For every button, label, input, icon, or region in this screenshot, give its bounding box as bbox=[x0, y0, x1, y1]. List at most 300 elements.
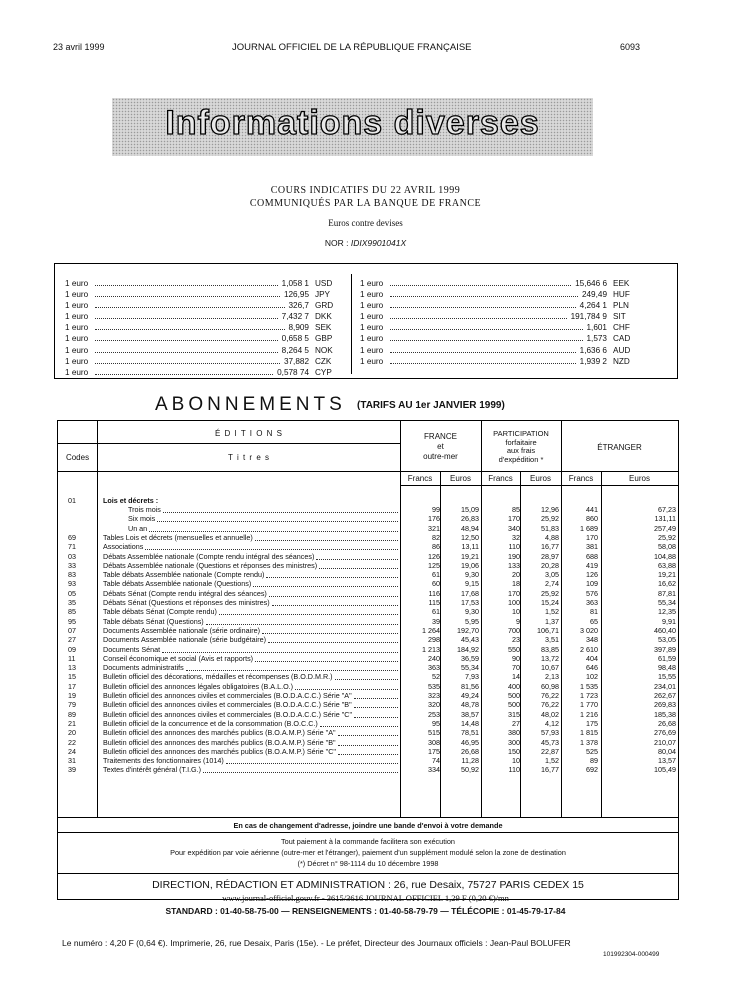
dot-leader bbox=[163, 506, 398, 513]
edition-title-cell bbox=[103, 534, 398, 542]
price-cell: 15,24 bbox=[541, 598, 559, 607]
price-cell: 70 bbox=[512, 663, 520, 673]
rate-value: 1,636 6 bbox=[579, 345, 607, 355]
price-cell: 50,92 bbox=[461, 765, 479, 775]
price-cell: 460,40 bbox=[654, 625, 676, 635]
rate-row bbox=[65, 356, 337, 367]
rates-left-column bbox=[65, 278, 337, 378]
price-cell: 26,83 bbox=[461, 514, 479, 524]
price-cell: 55,34 bbox=[658, 598, 676, 607]
table-row bbox=[58, 636, 678, 644]
price-cell: 550 bbox=[508, 644, 520, 654]
edition-code: 11 bbox=[68, 653, 76, 663]
rate-row bbox=[65, 333, 337, 344]
rate-value: 326,7 bbox=[288, 301, 309, 311]
price-cell: 17,68 bbox=[461, 588, 479, 598]
dot-leader bbox=[320, 720, 398, 727]
edition-title: Débats Assemblée nationale (Questions et réponses des ministres) bbox=[103, 560, 318, 570]
rate-label: 1 euro bbox=[360, 290, 384, 300]
price-cell: 315 bbox=[508, 709, 520, 719]
rate-label: 1 euro bbox=[65, 312, 89, 322]
dot-leader bbox=[272, 599, 398, 606]
price-cell: 23 bbox=[512, 635, 520, 645]
price-cell: 48,78 bbox=[461, 700, 479, 710]
table-row bbox=[58, 627, 678, 635]
price-cell: 26,68 bbox=[461, 746, 479, 756]
rate-value: 191,784 9 bbox=[570, 312, 607, 322]
edition-title: Table débats Sénat (Questions) bbox=[103, 616, 204, 626]
dot-leader bbox=[354, 701, 398, 708]
edition-title-cell bbox=[128, 515, 398, 523]
edition-code: 95 bbox=[68, 616, 76, 626]
table-row bbox=[58, 534, 678, 542]
table-row bbox=[58, 590, 678, 598]
price-cell: 397,89 bbox=[654, 644, 676, 654]
dot-leader bbox=[226, 757, 398, 764]
edition-code: 79 bbox=[68, 700, 76, 710]
currency-code: GBP bbox=[315, 334, 333, 344]
edition-code: 20 bbox=[68, 728, 76, 738]
price-cell: 95 bbox=[432, 718, 440, 728]
price-cell: 57,93 bbox=[541, 728, 559, 738]
page-date: 23 avril 1999 bbox=[53, 42, 105, 52]
rate-label: 1 euro bbox=[65, 323, 89, 333]
table-row bbox=[58, 506, 678, 514]
price-cell: 404 bbox=[586, 653, 598, 663]
price-cell: 81 bbox=[590, 607, 598, 617]
price-cell: 80,04 bbox=[658, 746, 676, 756]
price-cell: 525 bbox=[586, 746, 598, 756]
currency-code: CAD bbox=[613, 334, 631, 344]
price-cell: 323 bbox=[428, 691, 440, 700]
dot-leader bbox=[95, 345, 278, 353]
rate-value: 1,601 bbox=[586, 323, 607, 333]
rate-row bbox=[65, 367, 337, 378]
price-cell: 65 bbox=[590, 616, 598, 626]
edition-title-cell bbox=[103, 748, 398, 756]
cours-subtitle: COMMUNIQUÉS PAR LA BANQUE DE FRANCE bbox=[249, 198, 482, 209]
participation-label: PARTICIPATION bbox=[493, 429, 549, 438]
dot-leader bbox=[255, 655, 398, 662]
exchange-rates-box bbox=[54, 263, 678, 379]
price-cell: 49,24 bbox=[461, 691, 479, 700]
price-cell: 110 bbox=[508, 765, 520, 775]
rate-value: 8,264 5 bbox=[281, 345, 309, 355]
edition-title-cell bbox=[103, 766, 398, 774]
price-cell: 170 bbox=[508, 588, 520, 598]
edition-title-cell bbox=[128, 525, 398, 533]
table-row bbox=[58, 683, 678, 691]
dot-leader bbox=[338, 729, 398, 736]
edition-code: 21 bbox=[68, 718, 76, 728]
price-cell: 61 bbox=[432, 607, 440, 617]
price-cell: 12,96 bbox=[541, 505, 559, 514]
edition-title: Textes d'intérêt général (T.I.G.) bbox=[103, 765, 202, 775]
rate-value: 8,909 bbox=[288, 323, 309, 333]
edition-title: Traitements des fonctionnaires (1014) bbox=[103, 756, 224, 766]
price-cell: 381 bbox=[586, 542, 598, 552]
price-cell: 2,74 bbox=[545, 579, 559, 589]
web-info: www.journal-officiel.gouv.fr - 3615/3616 JOURNAL OFFICIEL 1,29 F (0,20 €)/mn bbox=[222, 893, 509, 903]
edition-code: 17 bbox=[68, 681, 76, 691]
currency-code: AUD bbox=[613, 345, 631, 355]
dot-leader bbox=[390, 300, 576, 308]
table-row bbox=[58, 543, 678, 551]
currency-code: USD bbox=[315, 279, 333, 288]
price-cell: 170 bbox=[508, 514, 520, 524]
particip-francs-header: Francs bbox=[488, 474, 513, 483]
dot-leader bbox=[390, 356, 576, 364]
price-cell: 192,70 bbox=[457, 625, 479, 635]
abonnements-title: ABONNEMENTS bbox=[155, 394, 346, 415]
currency-code: PLN bbox=[613, 301, 629, 311]
rate-label: 1 euro bbox=[360, 345, 384, 355]
edition-code: 03 bbox=[68, 551, 76, 561]
currency-code: EEK bbox=[613, 279, 630, 288]
price-cell: 39 bbox=[432, 616, 440, 626]
table-row bbox=[58, 766, 678, 774]
table-row bbox=[58, 748, 678, 756]
rate-value: 37,882 bbox=[283, 356, 309, 366]
dot-leader bbox=[316, 553, 398, 560]
price-cell: 700 bbox=[508, 625, 520, 635]
edition-title-cell bbox=[103, 720, 398, 728]
price-cell: 32 bbox=[512, 532, 520, 542]
price-cell: 82 bbox=[432, 532, 440, 542]
dot-leader bbox=[268, 636, 398, 643]
air-shipping-note: Pour expédition par voie aérienne (outre-mer et l'étranger), paiement d'un supplément modulé selon la zone de destination bbox=[170, 848, 566, 857]
print-reference: 101992304-000499 bbox=[603, 951, 660, 958]
price-cell: 3,51 bbox=[545, 635, 559, 645]
price-cell: 1 216 bbox=[580, 709, 598, 719]
rate-value: 249,49 bbox=[581, 290, 607, 300]
price-cell: 126 bbox=[586, 570, 598, 580]
edition-title: Bulletin officiel des annonces des marchés publics (B.O.A.M.P.) Série "C" bbox=[103, 746, 336, 756]
rate-value: 1,939 2 bbox=[579, 356, 607, 366]
edition-code: 89 bbox=[68, 709, 76, 719]
table-row bbox=[58, 562, 678, 570]
price-cell: 308 bbox=[428, 737, 440, 747]
dot-leader bbox=[335, 673, 398, 680]
price-cell: 320 bbox=[428, 700, 440, 710]
price-cell: 105,49 bbox=[654, 765, 676, 775]
edition-code: 85 bbox=[68, 607, 76, 617]
price-cell: 515 bbox=[428, 728, 440, 738]
price-cell: 60,98 bbox=[541, 681, 559, 691]
price-cell: 688 bbox=[586, 551, 598, 561]
price-cell: 20 bbox=[512, 570, 520, 580]
edition-title: Table débats Assemblée nationale (Compte rendu) bbox=[103, 570, 265, 580]
dot-leader bbox=[354, 692, 398, 699]
edition-title: Bulletin officiel des annonces légales obligatoires (B.A.L.O.) bbox=[103, 681, 294, 691]
currency-code: GRD bbox=[315, 301, 334, 311]
price-cell: 13,57 bbox=[658, 756, 676, 766]
price-cell: 860 bbox=[586, 514, 598, 524]
price-cell: 58,08 bbox=[658, 542, 676, 552]
rate-row bbox=[360, 333, 635, 344]
rate-label: 1 euro bbox=[65, 290, 89, 300]
edition-title-cell bbox=[103, 608, 398, 616]
price-cell: 5,95 bbox=[465, 616, 479, 626]
rate-row bbox=[360, 345, 635, 356]
price-cell: 76,22 bbox=[541, 700, 559, 710]
price-cell: 25,92 bbox=[658, 532, 676, 542]
price-cell: 253 bbox=[428, 709, 440, 719]
price-cell: 16,77 bbox=[541, 542, 559, 552]
edition-title-cell bbox=[103, 590, 398, 598]
edition-title-cell bbox=[103, 562, 398, 570]
edition-title: Bulletin officiel des annonces civiles et commerciales (B.O.D.A.C.C.) Série "A" bbox=[103, 691, 352, 700]
price-cell: 4,12 bbox=[545, 718, 559, 728]
edition-code: 69 bbox=[68, 532, 76, 542]
table-row bbox=[58, 729, 678, 737]
price-cell: 234,01 bbox=[654, 681, 676, 691]
dot-leader bbox=[95, 289, 280, 297]
price-cell: 10 bbox=[512, 756, 520, 766]
cours-title: COURS INDICATIFS DU 22 AVRIL 1999 bbox=[270, 185, 461, 196]
rate-value: 1,058 1 bbox=[281, 279, 309, 288]
rate-value: 4,264 1 bbox=[579, 301, 607, 311]
price-cell: 15,09 bbox=[461, 505, 479, 514]
price-cell: 9,15 bbox=[465, 579, 479, 589]
banner-title: Informations diverses bbox=[165, 104, 540, 142]
rate-value: 7,432 7 bbox=[281, 312, 309, 322]
rate-label: 1 euro bbox=[360, 279, 384, 288]
price-cell: 500 bbox=[508, 700, 520, 710]
price-cell: 1 689 bbox=[580, 523, 598, 533]
participation-header bbox=[481, 430, 561, 464]
edition-title: Associations bbox=[103, 542, 144, 552]
price-cell: 67,23 bbox=[658, 505, 676, 514]
edition-title: Bulletin officiel des annonces des marchés publics (B.O.A.M.P.) Série "B" bbox=[103, 737, 336, 747]
price-cell: 646 bbox=[586, 663, 598, 673]
rate-row bbox=[360, 356, 635, 367]
table-row bbox=[58, 515, 678, 523]
price-cell: 176 bbox=[428, 514, 440, 524]
france-label: FRANCE bbox=[424, 432, 457, 441]
price-cell: 190 bbox=[508, 551, 520, 561]
dot-leader bbox=[390, 289, 578, 297]
dot-leader bbox=[255, 534, 398, 541]
dot-leader bbox=[390, 278, 571, 286]
price-cell: 14,48 bbox=[461, 718, 479, 728]
edition-title: Débats Sénat (Compte rendu intégral des séances) bbox=[103, 588, 267, 598]
price-cell: 535 bbox=[428, 681, 440, 691]
price-cell: 104,88 bbox=[654, 551, 676, 561]
rate-row bbox=[65, 278, 337, 289]
price-cell: 22,87 bbox=[541, 746, 559, 756]
table-row bbox=[58, 646, 678, 654]
dot-leader bbox=[266, 571, 398, 578]
price-cell: 175 bbox=[428, 746, 440, 756]
price-cell: 13,72 bbox=[541, 653, 559, 663]
rate-row bbox=[360, 300, 635, 311]
edition-code: 33 bbox=[68, 560, 76, 570]
edition-title: Conseil économique et social (Avis et rapports) bbox=[103, 653, 254, 663]
nor-value: IDIX9901041X bbox=[350, 238, 407, 248]
price-cell: 4,88 bbox=[545, 532, 559, 542]
price-cell: 334 bbox=[428, 765, 440, 775]
edition-title-cell bbox=[103, 580, 398, 588]
price-cell: 98,48 bbox=[658, 663, 676, 673]
edition-title: Documents administratifs bbox=[103, 663, 184, 673]
table-row bbox=[58, 553, 678, 561]
edition-code: 31 bbox=[68, 756, 76, 766]
table-row bbox=[58, 580, 678, 588]
price-cell: 61 bbox=[432, 570, 440, 580]
dot-leader bbox=[203, 766, 398, 773]
price-cell: 60 bbox=[432, 579, 440, 589]
price-cell: 99 bbox=[432, 505, 440, 514]
price-cell: 1 770 bbox=[580, 700, 598, 710]
price-cell: 262,67 bbox=[654, 691, 676, 700]
edition-code: 15 bbox=[68, 672, 76, 682]
currency-code: NOK bbox=[315, 345, 333, 355]
rate-label: 1 euro bbox=[65, 279, 89, 288]
edition-title: Table débats Sénat (Compte rendu) bbox=[103, 607, 217, 617]
edition-title: Débats Assemblée nationale (Compte rendu intégral des séances) bbox=[103, 551, 315, 561]
price-cell: 55,34 bbox=[461, 663, 479, 673]
edition-code: 83 bbox=[68, 570, 76, 580]
particip-euros-header: Euros bbox=[530, 474, 551, 483]
dot-leader bbox=[390, 311, 567, 319]
price-cell: 1 723 bbox=[580, 691, 598, 700]
edition-title-cell bbox=[103, 683, 398, 691]
edition-title-cell bbox=[103, 655, 398, 663]
edition-title-cell bbox=[103, 692, 398, 700]
table-row bbox=[58, 701, 678, 709]
price-cell: 9,30 bbox=[465, 607, 479, 617]
price-cell: 441 bbox=[586, 505, 598, 514]
price-cell: 76,22 bbox=[541, 691, 559, 700]
dot-leader bbox=[95, 322, 285, 330]
address-change-note: En cas de changement d'adresse, joindre une bande d'envoi à votre demande bbox=[233, 821, 503, 830]
currency-code: NZD bbox=[613, 356, 630, 366]
price-printer-line: Le numéro : 4,20 F (0,64 €). Imprimerie, 26, rue Desaix, Paris (15e). - Le préfet, Directeur des Journaux officiels : Jean-Paul BOLUFER bbox=[62, 938, 571, 948]
table-row bbox=[58, 757, 678, 765]
price-cell: 3,05 bbox=[545, 570, 559, 580]
dot-leader bbox=[145, 543, 398, 550]
edition-title-cell bbox=[103, 757, 398, 765]
edition-title: Débats Sénat (Questions et réponses des ministres) bbox=[103, 598, 270, 607]
price-cell: 1 378 bbox=[580, 737, 598, 747]
edition-title-cell bbox=[103, 553, 398, 561]
price-cell: 25,92 bbox=[541, 588, 559, 598]
edition-code: 09 bbox=[68, 644, 76, 654]
table-row bbox=[58, 599, 678, 607]
price-cell: 692 bbox=[586, 765, 598, 775]
edition-title-cell bbox=[103, 701, 398, 709]
dot-leader bbox=[149, 525, 398, 532]
rate-label: 1 euro bbox=[360, 356, 384, 366]
price-cell: 210,07 bbox=[654, 737, 676, 747]
price-cell: 133 bbox=[508, 560, 520, 570]
price-cell: 1 264 bbox=[422, 625, 440, 635]
edition-title-cell bbox=[128, 506, 398, 514]
edition-title: Bulletin officiel des annonces civiles et commerciales (B.O.D.A.C.C.) Série "C" bbox=[103, 709, 353, 719]
france-euros-header: Euros bbox=[450, 474, 471, 483]
edition-title-cell bbox=[103, 664, 398, 672]
dot-leader bbox=[338, 739, 398, 746]
rate-value: 0,658 5 bbox=[281, 334, 309, 344]
dot-leader bbox=[390, 333, 583, 341]
price-cell: 26,68 bbox=[658, 718, 676, 728]
currency-code: JPY bbox=[315, 290, 331, 300]
price-cell: 45,43 bbox=[461, 635, 479, 645]
price-cell: 63,88 bbox=[658, 560, 676, 570]
subscriptions-table bbox=[57, 420, 679, 900]
price-cell: 74 bbox=[432, 756, 440, 766]
currency-code: CYP bbox=[315, 367, 332, 377]
edition-title-cell bbox=[103, 627, 398, 635]
dot-leader bbox=[95, 300, 285, 308]
table-row bbox=[58, 618, 678, 626]
rate-row bbox=[360, 311, 635, 322]
price-cell: 1,52 bbox=[545, 756, 559, 766]
price-cell: 15,55 bbox=[658, 672, 676, 682]
price-cell: 321 bbox=[428, 523, 440, 533]
price-cell: 9,91 bbox=[662, 616, 676, 626]
dot-leader bbox=[95, 356, 280, 364]
rate-label: 1 euro bbox=[360, 312, 384, 322]
price-cell: 276,69 bbox=[654, 728, 676, 738]
price-cell: 115 bbox=[428, 598, 440, 607]
edition-title-cell bbox=[103, 646, 398, 654]
price-cell: 19,21 bbox=[461, 551, 479, 561]
price-cell: 81,56 bbox=[461, 681, 479, 691]
price-cell: 576 bbox=[586, 588, 598, 598]
section-banner bbox=[112, 98, 593, 156]
edition-code: 05 bbox=[68, 588, 76, 598]
rate-value: 15,646 6 bbox=[575, 279, 607, 288]
price-cell: 109 bbox=[586, 579, 598, 589]
edition-code: 13 bbox=[68, 663, 76, 673]
price-cell: 1,52 bbox=[545, 607, 559, 617]
france-header bbox=[400, 432, 481, 462]
participation-forfait-label: forfaitaire bbox=[505, 437, 537, 447]
table-row bbox=[58, 673, 678, 681]
price-cell: 19,21 bbox=[658, 570, 676, 580]
edition-title: Documents Sénat bbox=[103, 644, 161, 654]
edition-code: 27 bbox=[68, 635, 76, 645]
rate-value: 126,95 bbox=[283, 290, 309, 300]
price-cell: 1 213 bbox=[422, 644, 440, 654]
table-row bbox=[58, 711, 678, 719]
price-cell: 10,67 bbox=[541, 663, 559, 673]
price-cell: 184,92 bbox=[457, 644, 479, 654]
currency-code: CHF bbox=[613, 323, 630, 333]
price-cell: 85 bbox=[512, 505, 520, 514]
rate-row bbox=[65, 311, 337, 322]
nor-label: NOR : bbox=[324, 238, 349, 248]
price-cell: 89 bbox=[590, 756, 598, 766]
edition-title: Un an bbox=[128, 523, 148, 533]
rate-row bbox=[65, 345, 337, 356]
edition-title: Trois mois bbox=[128, 505, 161, 514]
edition-title: Lois et décrets : bbox=[103, 496, 159, 505]
price-cell: 363 bbox=[586, 598, 598, 607]
table-row bbox=[58, 739, 678, 747]
edition-code: 39 bbox=[68, 765, 76, 775]
price-cell: 102 bbox=[586, 672, 598, 682]
dot-leader bbox=[95, 333, 278, 341]
edition-title: Documents Assemblée nationale (série ordinaire) bbox=[103, 625, 261, 635]
price-cell: 100 bbox=[508, 598, 520, 607]
rate-row bbox=[65, 300, 337, 311]
price-cell: 36,59 bbox=[461, 653, 479, 663]
dot-leader bbox=[95, 311, 278, 319]
dot-leader bbox=[390, 322, 583, 330]
